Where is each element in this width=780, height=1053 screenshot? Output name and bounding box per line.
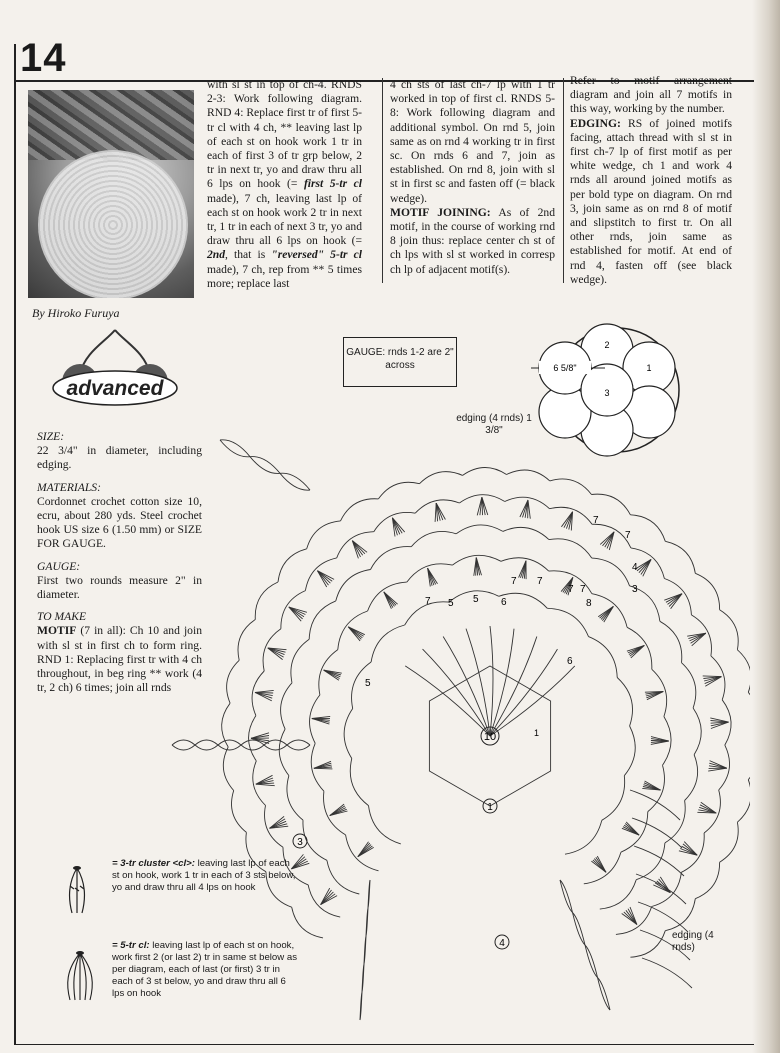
diagram-stroke bbox=[227, 660, 240, 703]
stitch-number: 7 bbox=[593, 515, 599, 526]
diagram-stroke bbox=[604, 606, 614, 622]
col2-p2: made), 7 ch, leaving last lp of each st on hook work 2 tr in next tr, 1 tr in each of next 3 tr, yo and draw thru all 6 lps on hook (= bbox=[207, 191, 362, 248]
stitch-number: 8 bbox=[586, 598, 592, 609]
diagram-stroke bbox=[172, 745, 195, 750]
left-rule bbox=[14, 44, 16, 1044]
diagram-stroke bbox=[748, 692, 750, 736]
diagram-stroke bbox=[748, 736, 750, 780]
diagram-stroke bbox=[336, 570, 371, 601]
diagram-stroke bbox=[598, 978, 611, 1011]
col4-p1: Refer to motif arrangement diagram and join all 7 motifs in this way, working by the number. bbox=[570, 74, 732, 116]
motif-label: MOTIF bbox=[37, 624, 77, 638]
diagram-stroke bbox=[232, 791, 247, 833]
diagram-stroke bbox=[280, 473, 310, 490]
diagram-stroke bbox=[420, 472, 463, 484]
diagram-stroke bbox=[682, 663, 696, 708]
diagram-stroke bbox=[592, 494, 631, 515]
diagram-stroke bbox=[241, 745, 264, 750]
diagram-stroke bbox=[195, 740, 218, 745]
diagram-stroke bbox=[220, 440, 250, 457]
col2-p1: with sl st in top of ch-4. RNDS 2-3: Work following diagram. RND 4: Replace first tr of first 5-tr cl with 4 ch, ** leaving last lp of each st on hook work 1 tr in each of first 3 of tr grp below, 2 tr in next tr, yo and draw thru all 6 lps on hook (= bbox=[207, 78, 362, 191]
diagram-stroke bbox=[280, 473, 310, 490]
diagram-stroke bbox=[665, 899, 695, 931]
diagram-stroke bbox=[344, 709, 353, 759]
arrangement-motif-number: 3 bbox=[604, 388, 610, 398]
diagram-stroke bbox=[634, 846, 684, 876]
edging-label: EDGING: bbox=[570, 116, 621, 130]
diagram-stroke bbox=[423, 649, 490, 736]
diagram-stroke bbox=[369, 806, 401, 844]
legend-item2-text: leaving last lp of each st on hook, work first 2 (or last 2) tr in same st below as per diagram, each of last (or first) 3 tr in each of 3 st below, yo and draw thru all 6 lps on hook bbox=[112, 940, 297, 999]
motif-joining-label: MOTIF JOINING: bbox=[390, 205, 491, 219]
diagram-stroke bbox=[378, 482, 419, 499]
diagram-stroke bbox=[327, 860, 359, 894]
diagram-stroke bbox=[624, 726, 635, 776]
diagram-stroke bbox=[281, 683, 292, 729]
diagram-stroke bbox=[250, 457, 280, 474]
legend-item1-text: leaving last lp of each st on hook, work 1 tr in each of 3 sts below, yo and draw thru all 4 lps on hook bbox=[112, 858, 296, 893]
diagram-stroke bbox=[287, 740, 310, 745]
diagram-stroke bbox=[490, 629, 514, 736]
diagram-stroke bbox=[287, 745, 310, 750]
diagram-stroke bbox=[720, 610, 739, 650]
diagram-stroke bbox=[238, 620, 255, 661]
diagram-stroke bbox=[292, 907, 323, 938]
legend-five-tr-cluster bbox=[112, 940, 297, 1000]
skill-level-badge bbox=[50, 322, 180, 418]
diagram-stroke bbox=[350, 759, 368, 806]
diagram-stroke bbox=[585, 945, 598, 978]
stitch-number: 6 bbox=[501, 597, 507, 608]
photo-doily bbox=[38, 150, 188, 298]
stitch-number: 4 bbox=[632, 562, 638, 573]
motif-text: (7 in all): Ch 10 and join with sl st in first ch to form ring. RND 1: Replacing first tr with 4 ch throughout, in beg ring ** work (4 tr, 2 ch) 6 times; join all rnds bbox=[37, 624, 202, 695]
diagram-stroke bbox=[456, 525, 503, 534]
page-spine-shadow bbox=[752, 0, 780, 1053]
diagram-stroke bbox=[560, 880, 573, 913]
diagram-stroke bbox=[411, 531, 456, 546]
diagram-stroke bbox=[632, 818, 682, 848]
diagram-stroke bbox=[630, 515, 665, 542]
diagram-stroke bbox=[617, 678, 632, 727]
diagram-stroke bbox=[307, 521, 341, 549]
diagram-stroke bbox=[371, 547, 412, 570]
gauge-heading: GAUGE: bbox=[37, 559, 81, 573]
diagram-stroke bbox=[291, 639, 309, 683]
diagram-stroke bbox=[589, 637, 618, 678]
diagram-stroke bbox=[341, 499, 379, 521]
stitch-number: 5 bbox=[473, 594, 479, 605]
edging-text: RS of joined motifs facing, attach thread with sl st in first ch-7 lp of first motif as per white wedge, ch 1 and work 4 rnds all around joined motifs as per bold type on diagram. On rnd 3, join same as on rnd 8 of motif and slipstitch to first tr. On all other rnds, join same as established for motif. At end of rnd 4, fasten off (see black wedge). bbox=[570, 116, 732, 286]
gauge-text: First two rounds measure 2" in diameter. bbox=[37, 573, 202, 602]
diagram-stroke bbox=[660, 621, 682, 662]
diagram-stroke bbox=[600, 880, 636, 909]
diagram-stroke bbox=[172, 740, 195, 745]
diagram-stroke bbox=[565, 820, 602, 854]
column-3 bbox=[390, 78, 555, 277]
diagram-stroke bbox=[720, 822, 739, 862]
col2-em3: "reversed" 5-tr cl bbox=[271, 248, 362, 262]
to-make-heading: TO MAKE bbox=[37, 610, 87, 624]
diagram-stroke bbox=[384, 592, 398, 604]
diagram-stroke bbox=[278, 549, 307, 582]
stitch-number: 7 bbox=[625, 530, 631, 541]
diagram-stroke bbox=[507, 470, 550, 481]
column-4 bbox=[570, 74, 732, 287]
diagram-stroke bbox=[250, 457, 280, 474]
diagram-stroke bbox=[443, 636, 490, 736]
diagram-stroke bbox=[218, 745, 241, 750]
diagram-stroke bbox=[695, 573, 719, 610]
crochet-stitch-diagram bbox=[160, 410, 750, 1030]
diagram-stroke bbox=[685, 755, 698, 801]
legend-item2-name: = 5-tr cl: bbox=[112, 940, 150, 951]
diagram-stroke bbox=[547, 608, 588, 636]
three-tr-cluster-symbol bbox=[62, 858, 92, 918]
footer-rule bbox=[14, 1044, 754, 1045]
page-number: 14 bbox=[20, 36, 67, 80]
diagram-stroke bbox=[287, 776, 303, 821]
diagram-stroke bbox=[279, 729, 289, 776]
col3-p1: 4 ch sts of last ch-7 lp with 1 tr worked in top of first cl. RNDS 5-8: Work following diagram and additional symbol. On rnd 5, join same as on rnd 4 working tr in first sc. On rnds 6 and 7, join as established. On rnd 8, join with sl st in first sc and fasten off (= black wedge). bbox=[390, 78, 555, 205]
stitch-number: 1 bbox=[534, 728, 540, 738]
diagram-stroke bbox=[466, 629, 490, 736]
size-text: 22 3/4" in diameter, including edging. bbox=[37, 444, 202, 472]
stitch-number: 7 bbox=[537, 576, 543, 587]
arrangement-motif-number: 1 bbox=[646, 363, 652, 373]
gauge-box: GAUGE: rnds 1-2 are 2" across bbox=[343, 337, 457, 387]
arrangement-width-label: 6 5/8" bbox=[553, 363, 577, 373]
diagram-stroke bbox=[550, 479, 592, 495]
stitch-number: 10 bbox=[483, 731, 497, 743]
diagram-stroke bbox=[592, 558, 630, 586]
diagram-stroke bbox=[223, 747, 233, 791]
diagram-stroke bbox=[371, 625, 405, 662]
diagram-stroke bbox=[591, 861, 606, 872]
diagram-stroke bbox=[463, 468, 507, 476]
legend-three-tr-cluster bbox=[112, 858, 297, 894]
diagram-stroke bbox=[195, 745, 218, 750]
diagram-stroke bbox=[695, 862, 719, 899]
designer-byline: By Hiroko Furuya bbox=[32, 306, 120, 320]
col2-p4: made), 7 ch, rep from ** 5 times more; replace last bbox=[207, 262, 362, 290]
diagram-stroke bbox=[598, 978, 611, 1011]
diagram-stroke bbox=[255, 690, 274, 692]
diagram-stroke bbox=[309, 601, 336, 639]
round-number: 3 bbox=[297, 837, 303, 848]
five-tr-cluster-symbol bbox=[62, 945, 98, 1005]
diagram-stroke bbox=[737, 650, 750, 693]
diagram-stroke bbox=[630, 931, 665, 958]
diagram-stroke bbox=[490, 636, 540, 738]
diagram-stroke bbox=[503, 527, 549, 539]
col2-em1: first 5-tr cl bbox=[303, 177, 362, 191]
doily-photo bbox=[28, 90, 194, 298]
diagram-stroke bbox=[490, 666, 575, 736]
stitch-number: 7 bbox=[425, 596, 431, 607]
legend-item1-name: = 3-tr cluster <cl>: bbox=[112, 858, 195, 869]
diagram-stroke bbox=[642, 958, 692, 988]
materials-text: Cordonnet crochet cotton size 10, ecru, about 280 yds. Steel crochet hook US size 6 (1.50 mm) or SIZE FOR GAUGE. bbox=[37, 494, 202, 551]
diagram-stroke bbox=[358, 842, 369, 857]
diagram-stroke bbox=[638, 902, 688, 932]
diagram-stroke bbox=[602, 776, 625, 821]
materials-heading: MATERIALS: bbox=[37, 480, 101, 494]
diagram-stroke bbox=[665, 541, 695, 573]
stitch-number: 3 bbox=[632, 584, 638, 595]
diagram-stroke bbox=[549, 539, 592, 558]
column-separator bbox=[382, 78, 383, 283]
stitch-number: 5 bbox=[365, 678, 371, 689]
column-separator bbox=[563, 78, 564, 283]
diagram-stroke bbox=[255, 582, 278, 620]
diagram-stroke bbox=[528, 500, 530, 519]
diagram-stroke bbox=[573, 913, 586, 946]
size-heading: SIZE: bbox=[37, 430, 65, 443]
stitch-number: 7 bbox=[568, 584, 574, 595]
stitch-number: 5 bbox=[448, 598, 454, 609]
diagram-edging-label: edging (4 rnds) bbox=[672, 930, 714, 953]
col2-p3: , that is bbox=[225, 248, 272, 262]
round-number: 4 bbox=[499, 938, 505, 949]
diagram-stroke bbox=[585, 945, 598, 978]
arrangement-edging-label: edging (4 rnds) 1 3/8" bbox=[456, 413, 532, 436]
badge-label: advanced bbox=[66, 377, 164, 400]
diagram-stroke bbox=[573, 913, 586, 946]
motif-joining-text: As of 2nd motif, in the course of working rnd 8 join thus: replace center ch st of ch lps with sl st worked in corresp ch lp of adjacent motif(s). bbox=[390, 205, 555, 276]
stitch-number: 7 bbox=[580, 584, 586, 595]
round-number: 1 bbox=[487, 802, 493, 813]
col2-em2: 2nd bbox=[207, 248, 226, 262]
diagram-stroke bbox=[490, 626, 493, 736]
diagram-stroke bbox=[693, 708, 701, 755]
diagram-stroke bbox=[218, 740, 241, 745]
stitch-number: 6 bbox=[567, 656, 573, 667]
stitch-number: 7 bbox=[511, 576, 517, 587]
diagram-stroke bbox=[560, 880, 573, 913]
diagram-stroke bbox=[264, 745, 287, 750]
diagram-stroke bbox=[220, 440, 250, 457]
diagram-stroke bbox=[737, 780, 750, 823]
arrangement-motif-number: 2 bbox=[604, 340, 610, 350]
column-2 bbox=[207, 78, 362, 291]
